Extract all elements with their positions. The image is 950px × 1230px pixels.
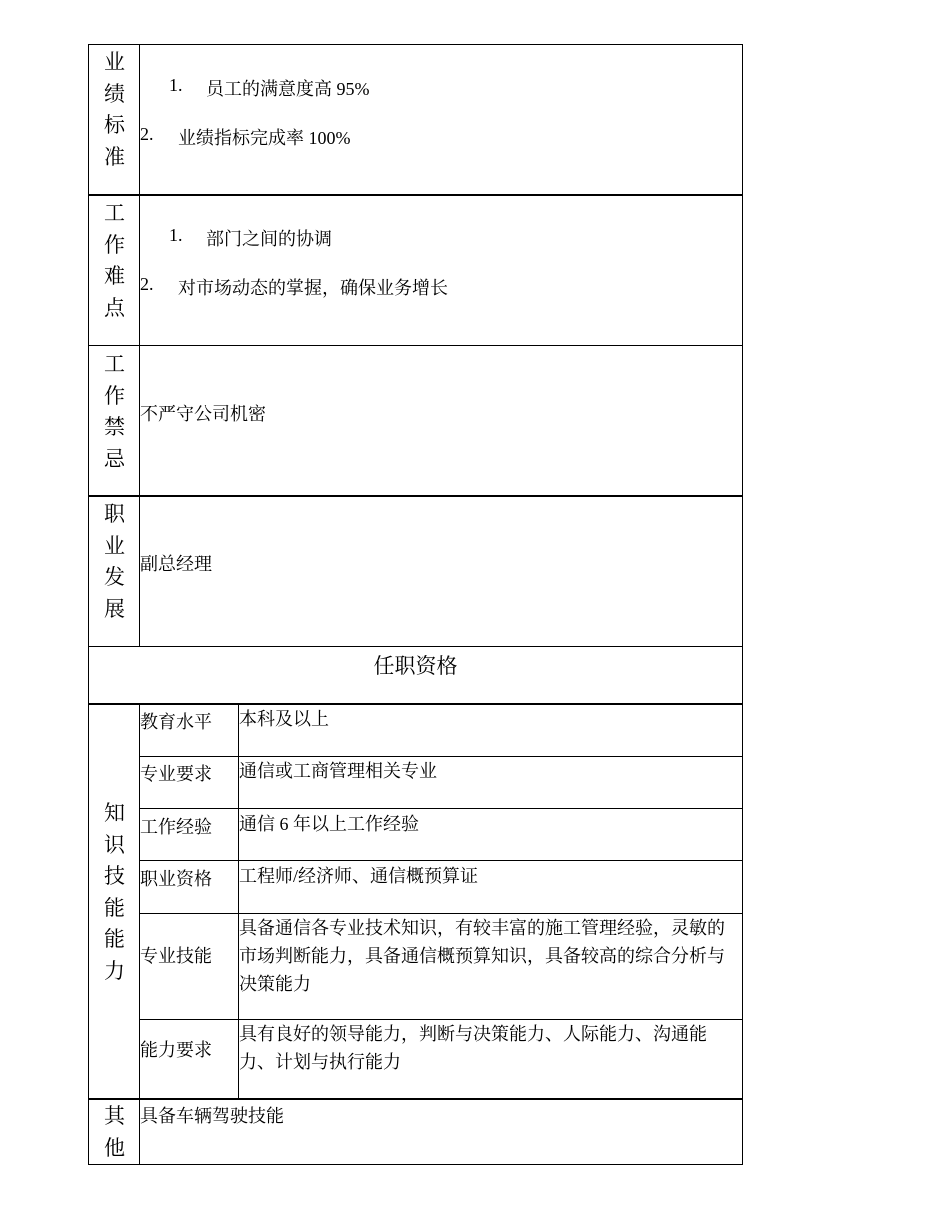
qualification-name: 能力要求 xyxy=(140,1040,212,1060)
qualification-value: 具有良好的领导能力，判断与决策能力、人际能力、沟通能力、计划与执行能力 xyxy=(239,1024,707,1072)
list-item: 对市场动态的掌握，确保业务增长 xyxy=(178,278,448,298)
performance-standard-content xyxy=(140,45,742,195)
work-difficulty-row xyxy=(88,194,743,346)
other-content xyxy=(140,1099,742,1164)
career-development-content xyxy=(140,496,742,646)
list-item: 员工的满意度高 95% xyxy=(206,79,370,99)
table-row xyxy=(140,808,742,861)
other-row xyxy=(88,1098,743,1165)
taboo-text: 不严守公司机密 xyxy=(140,404,266,424)
qualification-value: 通信或工商管理相关专业 xyxy=(239,761,437,781)
list-item-number: 2. xyxy=(140,124,154,144)
list-item-number: 1. xyxy=(169,75,183,95)
work-taboo-content xyxy=(140,346,742,496)
career-text: 副总经理 xyxy=(140,554,212,574)
list-item-number: 2. xyxy=(140,274,154,294)
work-difficulty-label-text: 工作难点 xyxy=(104,201,125,320)
qualification-value: 通信 6 年以上工作经验 xyxy=(239,814,419,834)
career-development-label xyxy=(89,496,140,646)
performance-standard-label-text: 业绩标准 xyxy=(104,50,125,169)
knowledge-skills-label-text: 知识技能能力 xyxy=(104,801,125,983)
career-development-label-text: 职业发展 xyxy=(104,502,125,621)
qualifications-title: 任职资格 xyxy=(373,654,458,678)
work-taboo-label-text: 工作禁忌 xyxy=(104,352,125,471)
work-difficulty-label xyxy=(89,195,140,345)
qualifications-grid xyxy=(88,703,743,1100)
qualification-name: 教育水平 xyxy=(140,712,212,732)
qualifications-header-row xyxy=(88,646,743,705)
qualification-value: 具备通信各专业技术知识，有较丰富的施工管理经验，灵敏的市场判断能力，具备通信概预算知识，具备较高的综合分析与决策能力 xyxy=(239,918,725,994)
work-difficulty-content xyxy=(140,195,742,345)
performance-standard-row xyxy=(88,44,743,196)
work-taboo-row xyxy=(88,345,743,497)
table-row xyxy=(140,913,742,1020)
list-item-number: 1. xyxy=(169,225,183,245)
qualification-name: 专业技能 xyxy=(140,946,212,966)
qualification-value: 工程师/经济师、通信概预算证 xyxy=(239,866,478,886)
table-row xyxy=(140,756,742,809)
other-label-text: 其他 xyxy=(104,1104,125,1160)
table-row xyxy=(140,704,742,757)
table-row xyxy=(140,1019,742,1099)
qualification-value: 本科及以上 xyxy=(239,709,329,729)
performance-standard-label xyxy=(89,45,140,195)
other-label xyxy=(89,1099,140,1164)
list-item: 业绩指标完成率 100% xyxy=(178,128,351,148)
qualification-name: 职业资格 xyxy=(140,869,212,889)
other-text: 具备车辆驾驶技能 xyxy=(140,1106,284,1126)
list-item: 部门之间的协调 xyxy=(206,229,332,249)
qualification-name: 工作经验 xyxy=(140,817,212,837)
work-taboo-label xyxy=(89,346,140,496)
career-development-row xyxy=(88,495,743,647)
table-row xyxy=(140,861,742,914)
knowledge-skills-label xyxy=(89,704,140,1099)
qualification-name: 专业要求 xyxy=(140,764,212,784)
